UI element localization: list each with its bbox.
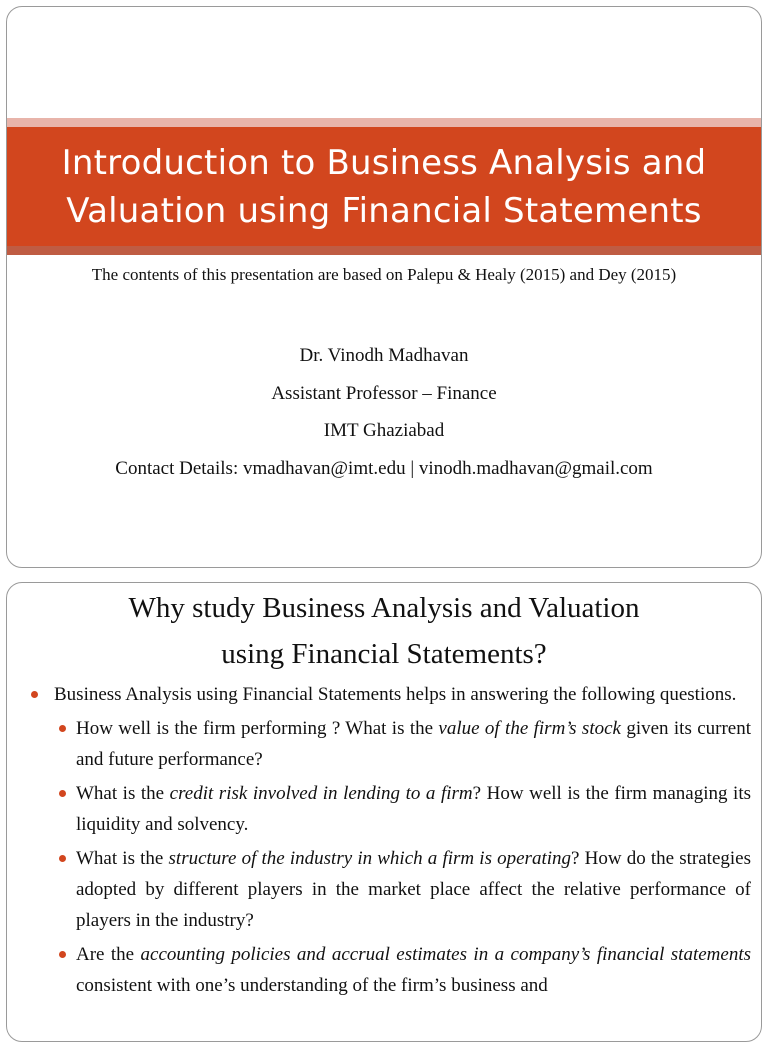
bullet-dot-icon — [59, 725, 66, 732]
bullet-text-emphasis: value of the firm’s stock — [438, 718, 621, 739]
bullet-text-pre: How well is the firm performing ? What is the — [76, 718, 439, 739]
slide-title-line-1: Introduction to Business Analysis and — [61, 143, 707, 183]
bullet-text-post: consistent with one’s understanding of the firm’s business and — [76, 975, 548, 996]
bullet-text-emphasis: accounting policies and accrual estimates in a company’s financial statements — [140, 944, 752, 965]
slide-subtitle: The contents of this presentation are based on Palepu & Healy (2015) and Dey (2015) — [91, 265, 677, 284]
bullet-text: Business Analysis using Financial Statements helps in answering the following questions. — [54, 684, 737, 705]
content-title-line-2: using Financial Statements? — [221, 638, 547, 670]
content-title-line-1: Why study Business Analysis and Valuation — [128, 592, 640, 624]
bullet-text-pre: What is the — [76, 848, 169, 869]
author-role: Assistant Professor – Finance — [271, 382, 497, 404]
bullet-dot-icon — [59, 855, 66, 862]
title-band-bottom-stripe — [7, 246, 761, 255]
bullet-text-pre: Are the — [76, 944, 141, 965]
sub-list-item — [7, 778, 761, 840]
title-band — [7, 127, 761, 246]
author-name: Dr. Vinodh Madhavan — [299, 345, 469, 366]
list-item — [7, 679, 761, 710]
bullet-text-post: ? How do the strategies adopted by different players in the market place affect the relative performance of players in the industry? — [76, 848, 751, 931]
sub-list-item — [7, 713, 761, 775]
author-contact: Contact Details: vmadhavan@imt.edu | vinodh.madhavan@gmail.com — [115, 457, 653, 479]
slide-title-line-2: Valuation using Financial Statements — [66, 191, 702, 231]
author-block — [7, 337, 761, 487]
bullet-dot-icon — [59, 951, 66, 958]
sub-list-item — [7, 939, 761, 1001]
content-slide-title — [7, 585, 761, 677]
bullet-text-emphasis: credit risk involved in lending to a firm — [169, 783, 473, 804]
bullet-list — [7, 679, 761, 1001]
title-slide — [6, 6, 762, 568]
bullet-dot-icon — [31, 691, 38, 698]
bullet-dot-icon — [59, 790, 66, 797]
content-slide — [6, 582, 762, 1042]
bullet-text-post: ? How well is the firm managing its liquidity and solvency. — [76, 783, 751, 835]
bullet-text-post: given its current and future performance? — [76, 718, 752, 770]
bullet-text-pre: What is the — [76, 783, 170, 804]
sub-list-item — [7, 843, 761, 936]
bullet-text-emphasis: structure of the industry in which a firm is operating — [168, 848, 572, 869]
author-institution: IMT Ghaziabad — [323, 420, 445, 441]
title-band-top-stripe — [7, 118, 761, 127]
